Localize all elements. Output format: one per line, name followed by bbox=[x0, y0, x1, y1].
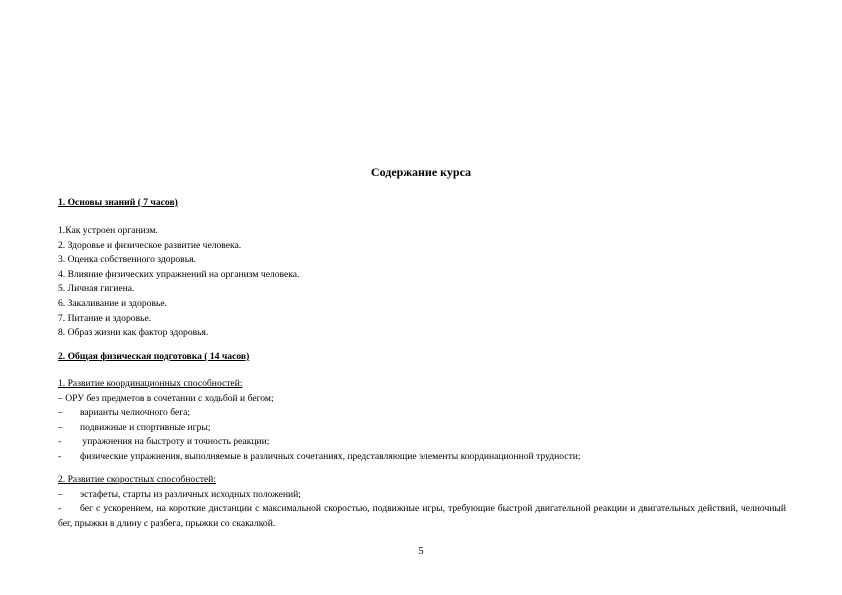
list-item: – ОРУ без предметов в сочетании с ходьбой и бегом; bbox=[58, 392, 274, 404]
dash-marker: – bbox=[58, 407, 63, 419]
list-item: 4. Влияние физических упражнений на организм человека. bbox=[58, 268, 300, 280]
list-item: 1.Как устроен организм. bbox=[58, 225, 158, 236]
subsection-coordination bbox=[58, 377, 786, 465]
page-title: Содержание курса bbox=[370, 165, 472, 179]
subsection-heading: 1. Развитие координационных способностей: bbox=[58, 378, 243, 389]
section-2 bbox=[58, 350, 786, 365]
list-item bbox=[58, 502, 786, 531]
list-item bbox=[58, 435, 786, 450]
list-item-text: упражнения на быстроту и точность реакции; bbox=[80, 436, 270, 448]
page-number: 5 bbox=[418, 546, 424, 557]
subsection-heading: 2. Развитие скоростных способностей: bbox=[58, 474, 216, 485]
list-item bbox=[58, 450, 786, 465]
section-1-heading: 1. Основы знаний ( 7 часов) bbox=[58, 197, 178, 208]
list-item bbox=[58, 421, 786, 436]
dash-marker: – bbox=[58, 421, 63, 433]
dash-marker: - bbox=[58, 436, 62, 448]
section-2-heading: 2. Общая физическая подготовка ( 14 часов) bbox=[58, 351, 250, 362]
list-item-text: бег с ускорением, на короткие дистанции с максимальной скоростью, подвижные игры, требующие быстрой двигательной реакции и двигательных действий, челночный бег, прыжки в длину с разбега, прыжки со скакалкой. bbox=[58, 503, 786, 529]
dash-marker: - bbox=[58, 503, 62, 515]
section-1-list bbox=[58, 224, 786, 341]
list-item: 7. Питание и здоровье. bbox=[58, 312, 152, 324]
list-item: 8. Образ жизни как фактор здоровья. bbox=[58, 327, 209, 339]
dash-marker: - bbox=[58, 450, 62, 462]
list-item: 2. Здоровье и физическое развитие человека. bbox=[58, 239, 242, 251]
list-item bbox=[58, 406, 786, 421]
list-item: 5. Личная гигиена. bbox=[58, 283, 135, 295]
list-item-text: варианты челночного бега; bbox=[80, 407, 191, 419]
list-item-text: эстафеты, старты из различных исходных положений; bbox=[80, 488, 301, 500]
list-item bbox=[58, 488, 786, 503]
section-1 bbox=[58, 196, 786, 211]
list-item-text: физические упражнения, выполняемые в различных сочетаниях, представляющие элементы координационной трудности; bbox=[80, 450, 581, 462]
list-item-text: подвижные и спортивные игры; bbox=[80, 421, 211, 433]
list-item: 3. Оценка собственного здоровья. bbox=[58, 254, 196, 266]
list-item: 6. Закаливание и здоровье. bbox=[58, 297, 168, 309]
dash-marker: – bbox=[58, 488, 63, 500]
subsection-speed bbox=[58, 473, 786, 531]
